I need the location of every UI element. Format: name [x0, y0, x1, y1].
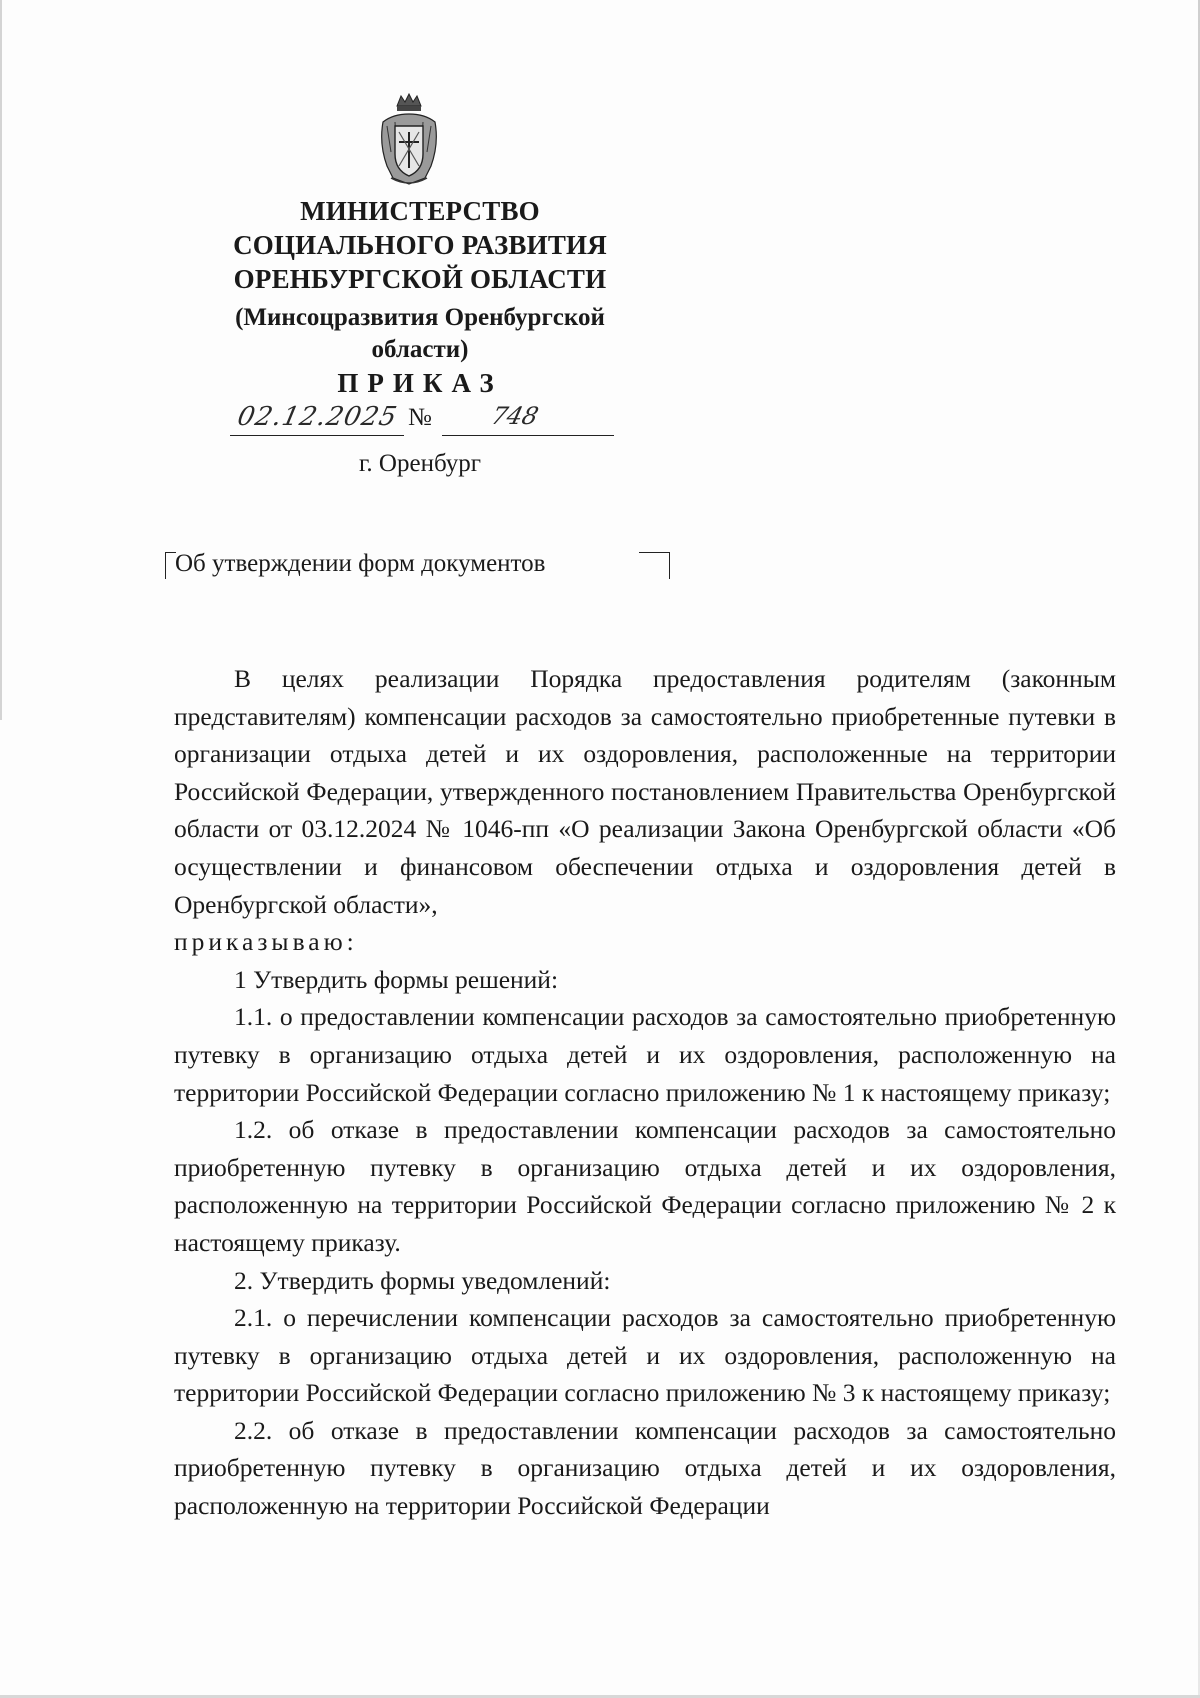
item-2-1: 2.1. о перечислении компенсации расходов за самостоятельно приобретенную путевку в организацию отдыха детей и их оздоровления, расположенную на территории Российской Федерации согласно приложению № 3 к настоящему приказу; — [174, 1303, 1116, 1408]
item-2-2: 2.2. об отказе в предоставлении компенсации расходов за самостоятельно приобретенную путевку в организацию отдыха детей и их оздоровления, расположенную на территории Российской Федерации — [174, 1415, 1116, 1521]
order-word: приказываю: — [174, 927, 358, 957]
number-sign: № — [408, 404, 432, 431]
ministry-abbreviation-line1: (Минсоцразвития Оренбургской — [235, 304, 605, 331]
date-underline — [230, 435, 404, 436]
document-type: ПРИКАЗ — [337, 368, 503, 398]
ministry-name-line1: МИНИСТЕРСТВО — [300, 196, 540, 226]
item-2: 2. Утвердить формы уведомлений: — [234, 1265, 611, 1295]
item-1: 1 Утвердить формы решений: — [234, 964, 559, 994]
subject-block — [165, 550, 670, 584]
document-subject: Об утверждении форм документов — [175, 550, 546, 577]
intro-paragraph: В целях реализации Порядка предоставления родителям (законным представителям) компенсации расходов за самостоятельно приобретенные путевки в организации отдыха детей и их оздоровления, расположенные на территории Российской Федерации, утвержденного постановлением Правительства Оренбургской области от 03.12.2024 № 1046-пп «О реализации Закона Оренбургской области «Об осуществлении и финансовом обеспечении отдыха и оздоровления детей в Оренбургской области», — [174, 664, 1116, 919]
coat-of-arms-icon — [377, 92, 441, 188]
order-date: 02.12.2025 — [234, 402, 401, 432]
document-body — [174, 660, 1116, 1525]
item-1-2: 1.2. об отказе в предоставлении компенсации расходов за самостоятельно приобретенную путевку в организацию отдыха детей и их оздоровления, расположенную на территории Российской Федерации согласно приложению № 2 к настоящему приказу. — [174, 1115, 1116, 1257]
number-underline — [442, 435, 614, 436]
ministry-name — [180, 194, 660, 296]
ministry-abbreviation — [180, 302, 660, 366]
ministry-name-line3: ОРЕНБУРГСКОЙ ОБЛАСТИ — [233, 264, 607, 294]
scan-edge-left — [0, 0, 2, 720]
ministry-abbreviation-line2: области) — [371, 336, 469, 363]
ministry-name-line2: СОЦИАЛЬНОГО РАЗВИТИЯ — [233, 230, 607, 260]
city: г. Оренбург — [359, 450, 481, 477]
subject-bracket-right — [639, 552, 670, 579]
order-number: 748 — [488, 402, 542, 430]
date-number-row — [230, 402, 614, 438]
item-1-1: 1.1. о предоставлении компенсации расходов за самостоятельно приобретенную путевку в организацию отдыха детей и их оздоровления, расположенную на территории Российской Федерации согласно приложению № 1 к настоящему приказу; — [174, 1002, 1116, 1107]
